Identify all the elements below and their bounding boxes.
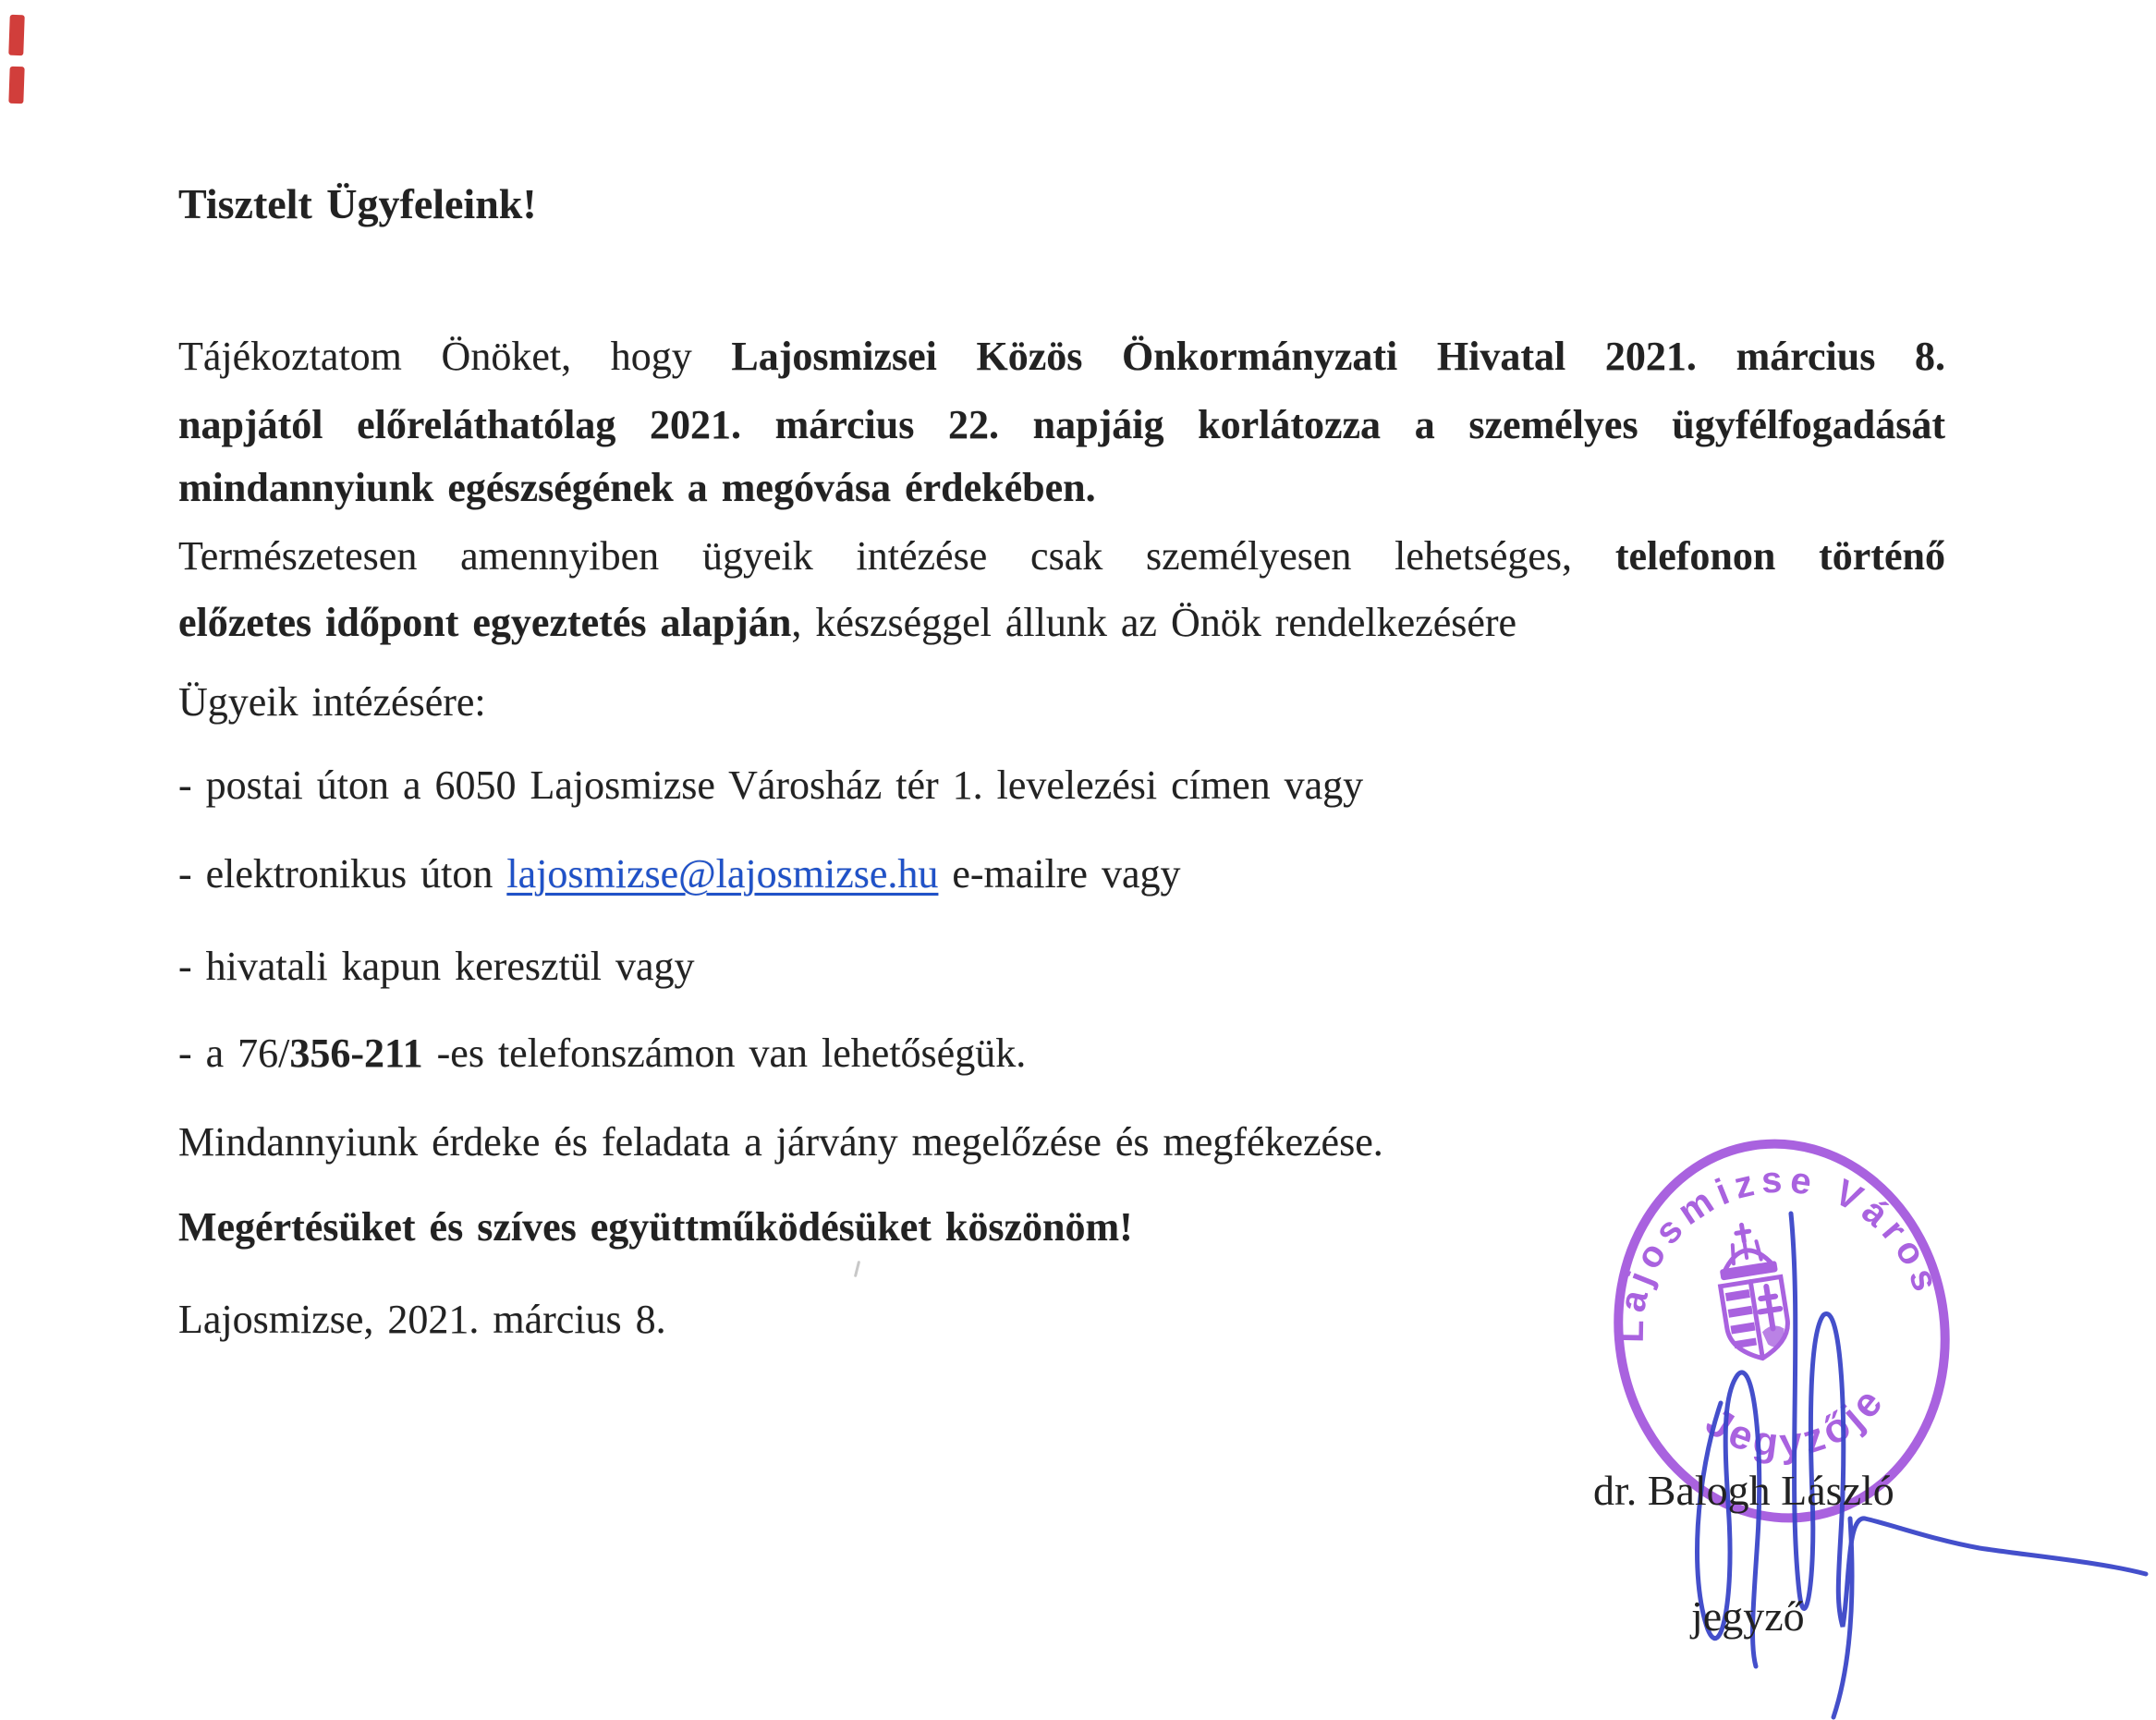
contact-option-postal: - postai úton a 6050 Lajosmizse Városház tér 1. levelezési címen vagy	[178, 762, 1364, 808]
p2-line1-normal: Természetesen amennyiben ügyeik intézése csak személyesen lehetséges,	[178, 533, 1615, 579]
paragraph-line: napjától előreláthatólag 2021. március 22. napjáig korlátozza a személyes ügyfélfogadását	[178, 402, 1945, 447]
salutation-heading: Tisztelt Ügyfeleink!	[178, 180, 537, 227]
closing-statement: Mindannyiunk érdeke és feladata a járvány megelőzése és megfékezése.	[178, 1119, 1383, 1165]
handwritten-signature	[1525, 1181, 2156, 1720]
email-prefix: - elektronikus úton	[178, 851, 507, 897]
email-link[interactable]: lajosmizse@lajosmizse.hu	[506, 851, 939, 897]
contact-option-portal: - hivatali kapun keresztül vagy	[178, 944, 695, 989]
phone-prefix: - a 76/	[178, 1031, 290, 1076]
contact-option-email	[178, 848, 1945, 899]
stamp-top-text: Lajosmizse Város	[1610, 1159, 1949, 1344]
paragraph-line	[178, 531, 1945, 581]
paragraph-line	[178, 331, 1945, 382]
scan-artifact	[854, 1261, 860, 1277]
stamp-bottom-text: Jegyzője	[1698, 1376, 1894, 1467]
list-intro: Ügyeik intézésére:	[178, 679, 486, 725]
email-suffix: e-mailre vagy	[938, 851, 1181, 897]
signer-name: dr. Balogh László	[1593, 1467, 1894, 1514]
paragraph-line	[178, 597, 1945, 648]
p1-line1-bold: Lajosmizsei Közös Önkormányzati Hivatal 2021. március 8.	[731, 334, 1945, 379]
thanks-statement: Megértésüket és szíves együttműködésüket köszönöm!	[178, 1204, 1133, 1250]
date-line: Lajosmizse, 2021. március 8.	[178, 1297, 666, 1342]
p2-line1-bold: telefonon történő	[1614, 533, 1945, 579]
phone-number: 356-211	[289, 1031, 423, 1076]
paragraph-line: mindannyiunk egészségének a megóvása érdekében.	[178, 465, 1096, 510]
corner-scan-mark-bottom	[8, 67, 24, 104]
signer-title: jegyző	[1691, 1592, 1805, 1640]
phone-suffix: -es telefonszámon van lehetőségük.	[422, 1031, 1027, 1076]
corner-scan-mark-top	[8, 15, 25, 56]
contact-option-phone	[178, 1028, 1945, 1079]
p1-line1-normal: Tájékoztatom Önöket, hogy	[178, 334, 732, 379]
p2-line2-normal: , készséggel állunk az Önök rendelkezésére	[791, 600, 1517, 645]
p2-line2-bold: előzetes időpont egyeztetés alapján	[178, 600, 792, 645]
signature-stroke	[1791, 1214, 2146, 1627]
